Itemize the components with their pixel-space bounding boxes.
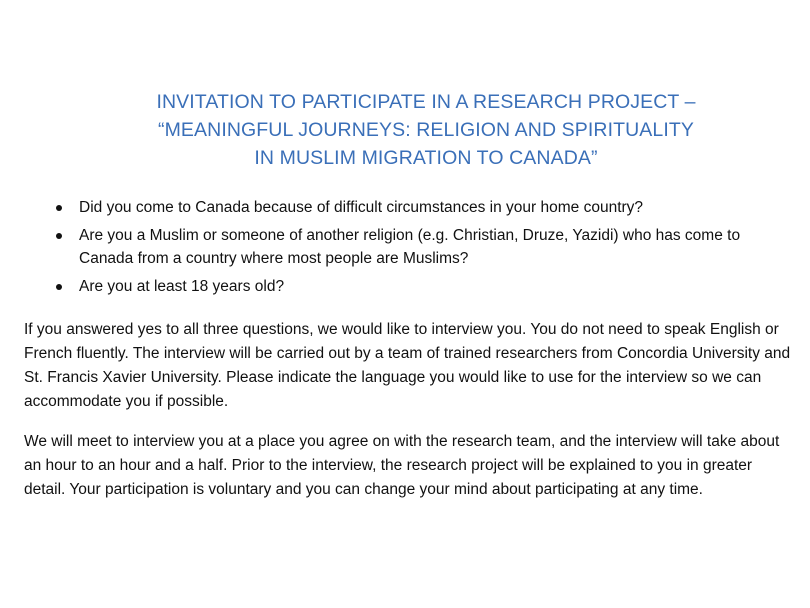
title-line-1: INVITATION TO PARTICIPATE IN A RESEARCH PROJECT – (156, 91, 696, 113)
question-text: Did you come to Canada because of difficult circumstances in your home country? (79, 199, 644, 216)
meeting-details-paragraph: We will meet to interview you at a place you agree on with the research team, and the interview will take about an hour to an hour and a half. Prior to the interview, the research project will be explained to you in greater detail. Your participation is voluntary and you can change your mind about participating at any time. (24, 433, 780, 498)
list-item (52, 275, 792, 298)
title-line-3: IN MUSLIM MIGRATION TO CANADA” (254, 147, 598, 169)
question-text: Are you at least 18 years old? (79, 278, 285, 295)
question-text: Are you a Muslim or someone of another religion (e.g. Christian, Druze, Yazidi) who has come to Canada from a country where most people are Muslims? (79, 227, 741, 267)
document-title (0, 88, 810, 172)
eligibility-question-list (52, 196, 792, 303)
interview-details-paragraph: If you answered yes to all three questions, we would like to interview you. You do not need to speak English or French fluently. The interview will be carried out by a team of trained researchers from Concordia University and St. Francis Xavier University. Please indicate the language you would like to use for the interview so we can accommodate you if possible. (24, 321, 791, 410)
title-line-2: “MEANINGFUL JOURNEYS: RELIGION AND SPIRITUALITY (158, 119, 694, 141)
list-item (52, 196, 792, 219)
bullet-icon (56, 233, 62, 239)
list-item (52, 224, 792, 270)
bullet-icon (56, 284, 62, 290)
bullet-icon (56, 205, 62, 211)
